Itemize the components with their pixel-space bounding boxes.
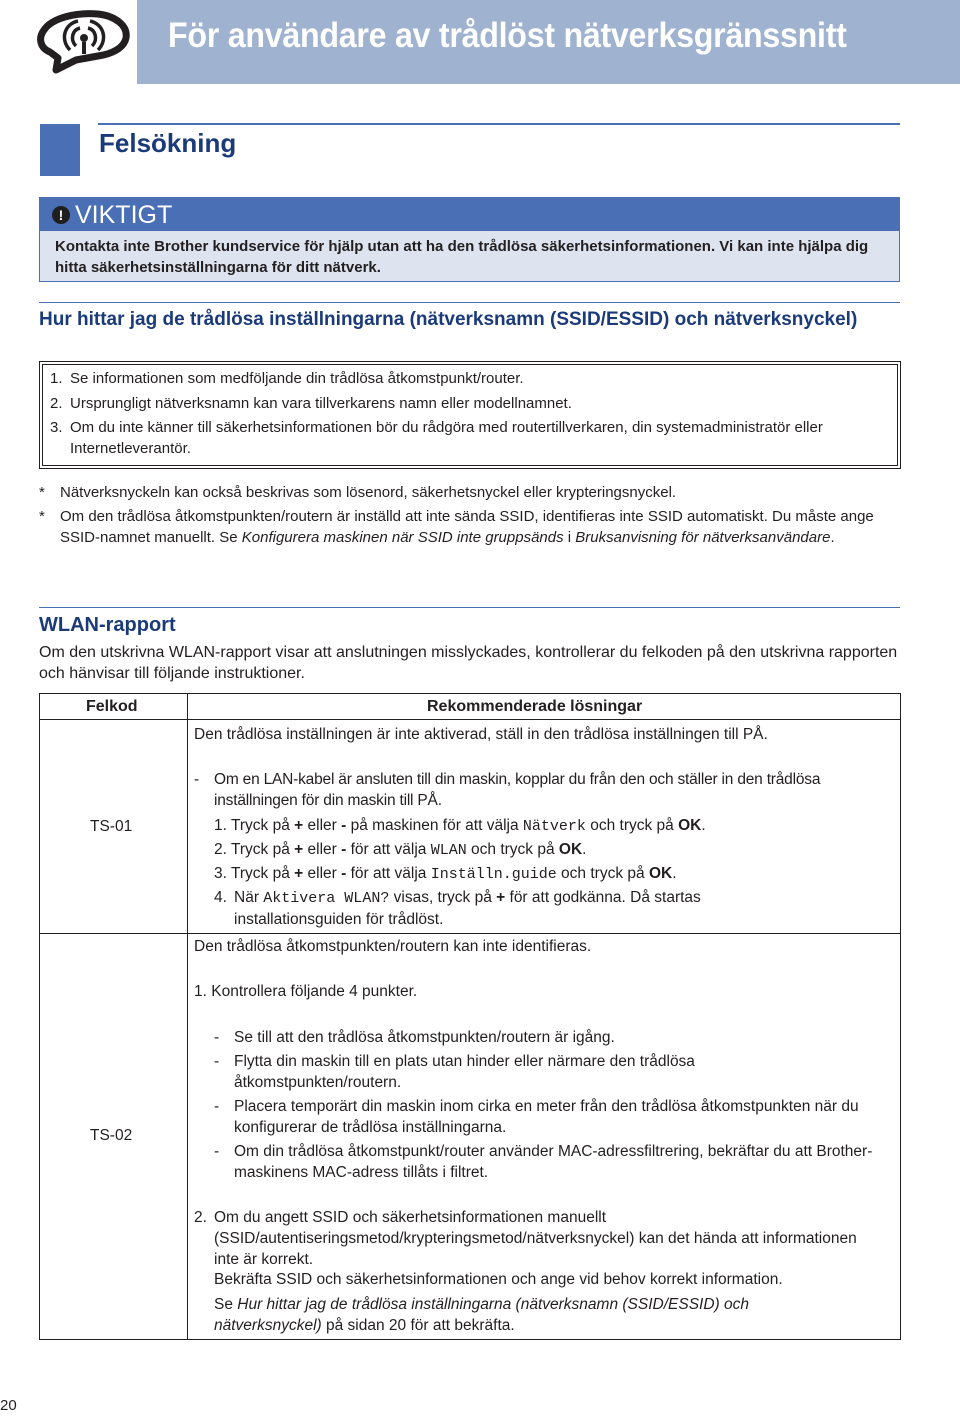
wlan-title: WLAN-rapport xyxy=(39,614,176,636)
faq-rule xyxy=(39,302,900,303)
ts02-bullet: Flytta din maskin till en plats utan hinder eller närmare den trådlösa åtkomstpunkten/routern. xyxy=(234,1053,695,1091)
table-row-divider xyxy=(39,933,901,934)
table-header-felkod: Felkod xyxy=(86,698,138,715)
error-code-ts02: TS-02 xyxy=(90,1127,133,1144)
step-text: Ursprungligt nätverksnamn kan vara tillverkarens namn eller modellnamnet. xyxy=(70,395,572,412)
ts01-step: 2. Tryck på + eller - för att välja WLAN och tryck på OK. xyxy=(214,841,587,859)
ts01-step-number: 4. xyxy=(214,889,227,906)
reference-link: Konfigurera maskinen när SSID inte gruppsänds xyxy=(241,529,564,546)
step-number: 3. xyxy=(50,419,63,436)
reference-link: Hur hittar jag de trådlösa inställningarna (nätverksnamn (SSID/ESSID) och nätverksnyckel) xyxy=(214,1296,750,1334)
page-number: 20 xyxy=(0,1397,17,1414)
table-column-divider xyxy=(187,693,188,1340)
ts02-step2-number: 2. xyxy=(194,1209,207,1226)
important-title: VIKTIGT xyxy=(75,201,173,229)
ts02-lead: Den trådlösa åtkomstpunkten/routern kan inte identifieras. xyxy=(194,938,592,955)
table-header-divider xyxy=(39,719,901,720)
wireless-network-icon xyxy=(36,8,132,74)
step-number: 2. xyxy=(50,395,63,412)
ts02-dash: - xyxy=(214,1143,220,1160)
page-header-title: För användare av trådlöst nätverksgränssnitt xyxy=(168,16,847,55)
ts02-step2-confirm: Bekräfta SSID och säkerhetsinformationen och ange vid behov korrekt information. xyxy=(214,1271,783,1288)
ts02-bullet: Se till att den trådlösa åtkomstpunkten/routern är igång. xyxy=(234,1029,615,1046)
step-number: 1. xyxy=(50,370,63,387)
section-title: Felsökning xyxy=(99,128,237,158)
wlan-intro: Om den utskrivna WLAN-rapport visar att anslutningen misslyckades, kontrollerar du felkoden på den utskrivna rapporten och hänvisar till följande instruktioner. xyxy=(39,644,898,682)
ts01-item: Om en LAN-kabel är ansluten till din maskin, kopplar du från den och ställer in den trådlösa inställningen för din maskin till PÅ. xyxy=(214,771,821,809)
ts01-step: 3. Tryck på + eller - för att välja Inställn.guide och tryck på OK. xyxy=(214,865,677,883)
ts01-step: 1. Tryck på + eller - på maskinen för att välja Nätverk och tryck på OK. xyxy=(214,817,706,835)
ts02-dash: - xyxy=(214,1053,220,1070)
note-asterisk: * xyxy=(39,508,45,525)
ts01-lead: Den trådlösa inställningen är inte aktiverad, ställ in den trådlösa inställningen till PÅ. xyxy=(194,726,768,743)
exclamation-icon: ! xyxy=(52,206,70,224)
wlan-rule xyxy=(39,607,900,608)
ts02-step1: 1. Kontrollera följande 4 punkter. xyxy=(194,983,418,1000)
section-rule xyxy=(98,123,900,125)
ts01-dash: - xyxy=(194,771,200,788)
step-text: Om du inte känner till säkerhetsinformationen bör du rådgöra med routertillverkaren, din systemadministratör eller Internetleverantör. xyxy=(70,419,823,457)
step-text: Se informationen som medföljande din trådlösa åtkomstpunkt/router. xyxy=(70,370,524,387)
ts02-bullet: Placera temporärt din maskin inom cirka en meter från den trådlösa åtkomstpunkten när du konfigurerar de trådlösa inställningarna. xyxy=(234,1098,859,1136)
table-header-solutions: Rekommenderade lösningar xyxy=(427,698,643,715)
manual-reference: Bruksanvisning för nätverksanvändare xyxy=(575,529,831,546)
note-text: Nätverksnyckeln kan också beskrivas som lösenord, säkerhetsnyckel eller krypteringsnyckel. xyxy=(60,484,677,501)
section-tab-marker xyxy=(40,124,80,176)
ts02-bullet: Om din trådlösa åtkomstpunkt/router använder MAC-adressfiltrering, bekräftar du att Brother-maskinens MAC-adress tillåts i filtret. xyxy=(234,1143,873,1181)
ts02-step2-text: Om du angett SSID och säkerhetsinformationen manuellt (SSID/autentiseringsmetod/krypteringsmetod/nätverksnyckel) kan det hända att informationen inte är korrekt. xyxy=(214,1209,857,1268)
ts02-dash: - xyxy=(214,1029,220,1046)
important-text: Kontakta inte Brother kundservice för hjälp utan att ha den trådlösa säkerhetsinformationen. Vi kan inte hjälpa dig hitta säkerhetsinställningarna för ditt nätverk. xyxy=(55,238,869,276)
note-text: Om den trådlösa åtkomstpunkten/routern är inställd att inte sända SSID, identifieras inte SSID automatiskt. Du måste ange SSID-namnet manuellt. Se Konfigurera maskinen när SSID inte gruppsänds i Bruksanvisning för nätverksanvändare. xyxy=(60,508,874,546)
ts02-dash: - xyxy=(214,1098,220,1115)
ts02-step2-see: Se Hur hittar jag de trådlösa inställningarna (nätverksnamn (SSID/ESSID) och nätverksnyckel) på sidan 20 för att bekräfta. xyxy=(214,1296,750,1334)
faq-title: Hur hittar jag de trådlösa inställningarna (nätverksnamn (SSID/ESSID) och nätverksnyckel) xyxy=(39,309,858,330)
note-asterisk: * xyxy=(39,484,45,501)
error-code-ts01: TS-01 xyxy=(90,818,133,835)
ts01-step: När Aktivera WLAN? visas, tryck på + för att godkänna. Då startas installationsguiden för trådlöst. xyxy=(234,889,701,928)
